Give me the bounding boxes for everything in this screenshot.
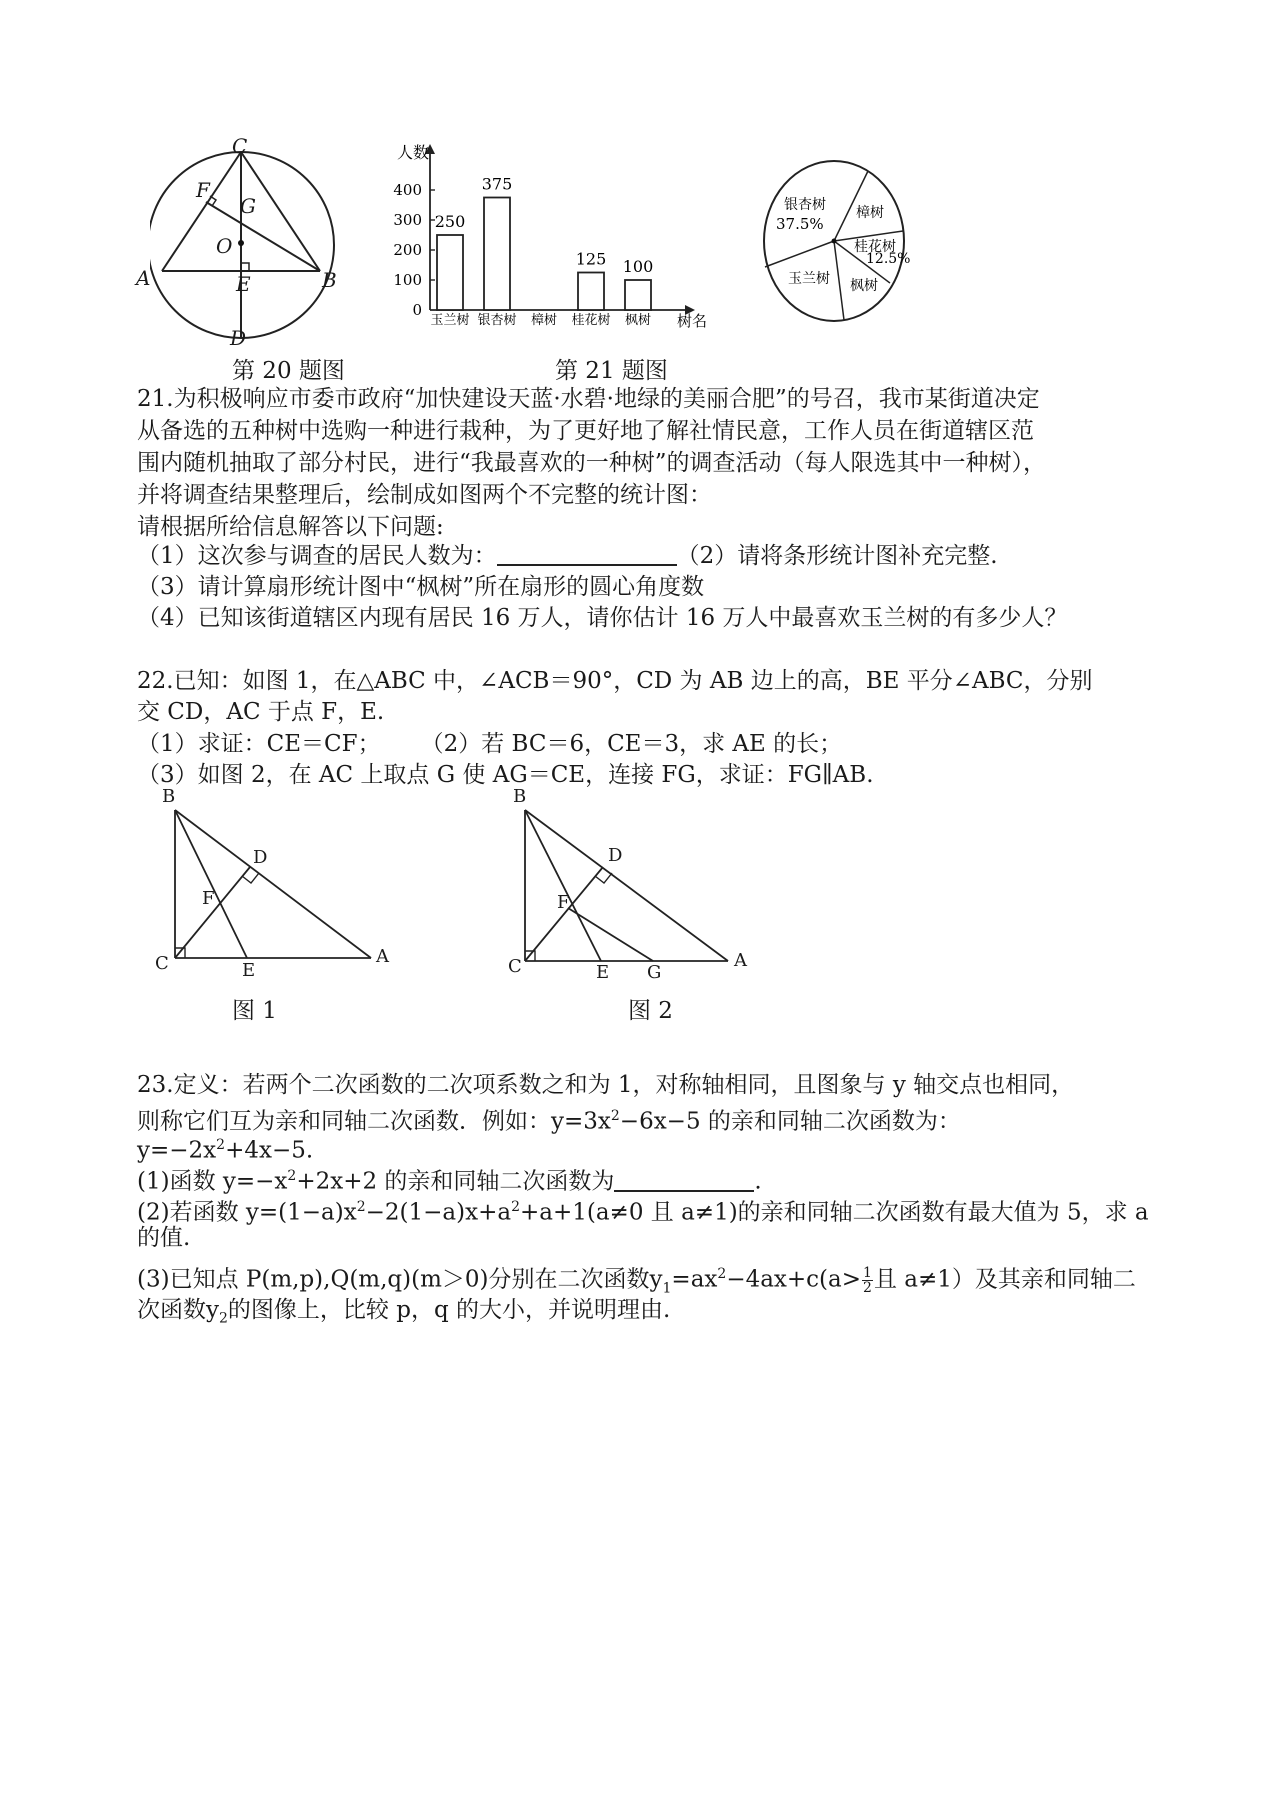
superscript: 2 xyxy=(610,1108,620,1124)
y-tick-label: 300 xyxy=(393,211,422,229)
fig2-label-B: B xyxy=(513,786,527,807)
q23-p1-end: . xyxy=(754,1168,762,1195)
q23-part3-line2 xyxy=(137,1295,670,1334)
q21-line3: 围内随机抽取了部分村民，进行“我最喜欢的一种树”的调查活动（每人限选其中一种树）， xyxy=(137,450,1047,476)
fig20-label-B: B xyxy=(322,268,337,292)
fig1-label-D: D xyxy=(253,847,268,868)
q21-line4: 并将调查结果整理后，绘制成如图两个不完整的统计图： xyxy=(137,482,712,508)
answer-blank-1[interactable] xyxy=(497,542,677,566)
pie-label-feng: 枫树 xyxy=(850,278,878,294)
pie-label-zhang: 樟树 xyxy=(856,205,884,221)
q22-line1: 22.已知：如图 1，在△ABC 中，∠ACB＝90°，CD 为 AB 边上的高，BE 平分∠ABC，分别 xyxy=(137,668,1093,694)
q22-figure-1 xyxy=(165,800,395,970)
q22-figure-2 xyxy=(515,800,745,975)
fig1-label-A: A xyxy=(376,946,389,967)
superscript: 2 xyxy=(356,1199,366,1215)
fig20-label-D: D xyxy=(230,326,247,350)
fig2-label-C: C xyxy=(508,956,522,977)
fig2-label-E: E xyxy=(596,962,610,983)
q22-part1: （1）求证：CE＝CF； xyxy=(137,731,381,757)
superscript: 2 xyxy=(287,1168,297,1184)
q21-line5: 请根据所给信息解答以下问题: xyxy=(137,514,444,540)
fraction-numerator: 1 xyxy=(863,1265,872,1282)
q23-p1-part-a: (1)函数 y=−x xyxy=(137,1168,288,1195)
fig1-label-F: F xyxy=(202,888,215,909)
fig1-label-C: C xyxy=(155,953,169,974)
superscript: 2 xyxy=(511,1199,520,1215)
pie-label-yulan: 玉兰树 xyxy=(788,271,830,287)
q23-p2-part-a: (2)若函数 y=(1−a)x xyxy=(137,1199,357,1226)
fraction-denominator: 2 xyxy=(863,1280,872,1297)
y-tick-label: 0 xyxy=(412,301,422,319)
pie-label-yinxing: 银杏树 xyxy=(784,197,826,213)
fig21-caption: 第 21 题图 xyxy=(555,358,668,384)
subscript: 2 xyxy=(219,1310,228,1327)
q23-p1-part-b: +2x+2 的亲和同轴二次函数为 xyxy=(296,1168,615,1195)
fraction-one-half xyxy=(862,1266,873,1295)
q23-p2-part-b: −2(1−a)x+a xyxy=(365,1199,512,1226)
figure-20-circle xyxy=(150,150,350,360)
y-axis-label: 人数 xyxy=(397,143,430,162)
fig20-label-F: F xyxy=(196,178,210,202)
q23-p3-line2-part-a: 次函数y xyxy=(137,1297,219,1323)
q21-part1: （1）这次参与调查的居民人数为： xyxy=(137,543,497,569)
q23-p3-part-a: (3)已知点 P(m,p),Q(m,q)(m＞0)分别在二次函数y xyxy=(137,1266,663,1293)
bar-chart xyxy=(385,140,715,340)
fig20-label-C: C xyxy=(232,134,248,158)
y-tick-label: 200 xyxy=(393,241,422,259)
bar-0 xyxy=(437,235,463,310)
q22-part2: （2）若 BC＝6，CE＝3，求 AE 的长； xyxy=(420,731,843,757)
bar-3 xyxy=(578,273,604,311)
q23-line3-part-b: +4x−5. xyxy=(225,1137,314,1164)
fig2-label-D: D xyxy=(608,845,623,866)
bar-value-label: 250 xyxy=(434,212,466,231)
fig2-label-G: G xyxy=(647,962,662,983)
pie-chart xyxy=(760,155,910,330)
fig1-label-B: B xyxy=(162,786,176,807)
bar-value-label: 125 xyxy=(575,249,607,269)
q23-part2-line2: 的值. xyxy=(137,1225,191,1251)
category-label: 枫树 xyxy=(624,313,652,328)
category-label: 桂花树 xyxy=(571,313,611,328)
q23-line1: 23.定义：若两个二次函数的二次项系数之和为 1，对称轴相同，且图象与 y 轴交点也相同， xyxy=(137,1072,1075,1098)
bar-value-label: 100 xyxy=(622,257,654,276)
q22-part3: （3）如图 2，在 AC 上取点 G 使 AG＝CE，连接 FG，求证：FG∥AB. xyxy=(137,762,874,788)
fig20-label-G: G xyxy=(240,194,256,218)
q21-line2: 从备选的五种树中选购一种进行栽种，为了更好地了解社情民意，工作人员在街道辖区范 xyxy=(137,418,1034,444)
answer-blank-2[interactable] xyxy=(614,1168,754,1192)
q21-part2: （2）请将条形统计图补充完整. xyxy=(676,543,998,569)
q22-line2: 交 CD，AC 于点 F，E. xyxy=(137,699,385,725)
q22-fig1-caption: 图 1 xyxy=(232,998,277,1024)
q23-line2-part-a: 则称它们互为亲和同轴二次函数．例如：y=3x xyxy=(137,1108,611,1135)
x-axis-label: 树名 xyxy=(677,312,708,330)
q23-p3-part-b: =ax xyxy=(671,1266,718,1293)
fig2-label-A: A xyxy=(734,950,747,971)
y-tick-label: 400 xyxy=(393,181,422,199)
superscript: 2 xyxy=(216,1137,226,1153)
q22-part1-row xyxy=(137,729,842,759)
q23-p3-part-c: −4ax+c(a> xyxy=(726,1266,862,1293)
fig20-label-E: E xyxy=(236,272,251,296)
q23-line3-part-a: y=−2x xyxy=(137,1137,217,1164)
fig1-label-E: E xyxy=(242,960,256,981)
q23-part2 xyxy=(137,1192,1149,1228)
pie-label-yinxing-pct: 37.5% xyxy=(776,215,824,233)
category-label: 玉兰树 xyxy=(430,313,470,328)
y-tick-label: 100 xyxy=(393,271,422,289)
fig20-label-A: A xyxy=(136,266,151,290)
q21-part4: （4）已知该街道辖区内现有居民 16 万人，请你估计 16 万人中最喜欢玉兰树的有多少人？ xyxy=(137,605,1068,631)
category-label: 樟树 xyxy=(530,313,558,328)
bar-value-label: 375 xyxy=(481,174,513,194)
q23-p2-part-c: +a+1(a≠0 且 a≠1)的亲和同轴二次函数有最大值为 5，求 a xyxy=(519,1199,1149,1226)
q22-fig2-caption: 图 2 xyxy=(628,998,673,1024)
subscript: 1 xyxy=(662,1280,672,1297)
fig20-label-O: O xyxy=(216,234,233,258)
fig2-label-F: F xyxy=(557,892,570,913)
q21-part1-row xyxy=(137,541,998,571)
q23-p3-line2-part-b: 的图像上，比较 p，q 的大小，并说明理由. xyxy=(227,1297,671,1323)
q21-line1: 21.为积极响应市委市政府“加快建设天蓝·水碧·地绿的美丽合肥”的号召，我市某街道决定 xyxy=(137,386,1040,412)
bar-4 xyxy=(625,280,651,310)
bar-1 xyxy=(484,198,510,311)
q23-line2-part-b: −6x−5 的亲和同轴二次函数为： xyxy=(619,1108,961,1135)
category-label: 银杏树 xyxy=(477,313,517,328)
pie-label-guihua: 桂花树 xyxy=(854,239,896,255)
fig20-caption: 第 20 题图 xyxy=(232,358,345,384)
q21-part3: （3）请计算扇形统计图中“枫树”所在扇形的圆心角度数 xyxy=(137,574,705,600)
superscript: 2 xyxy=(717,1266,727,1282)
pie-label-guihua-pct: 12.5% xyxy=(866,251,910,267)
q23-p3-part-d: 且 a≠1）及其亲和同轴二 xyxy=(873,1266,1136,1293)
